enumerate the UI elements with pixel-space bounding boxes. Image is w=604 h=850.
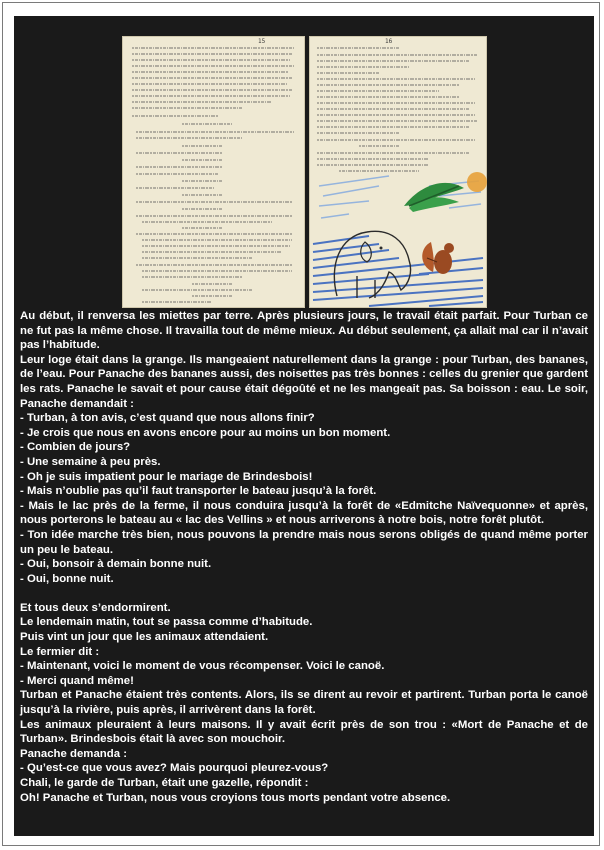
page-frame xyxy=(2,2,600,846)
story-panel xyxy=(14,16,594,836)
blank-line xyxy=(20,586,588,601)
narration-line: Le lendemain matin, tout se passa comme d’habitude. xyxy=(20,616,313,629)
left-page-number: 15 xyxy=(258,38,266,45)
paragraph: Leur loge était dans la grange. Ils mangeaient naturellement dans la grange : pour Turban, des bananes, de l’eau. Pour Panache des bananes aussi, des noisettes pas très bonnes : celles du grenier que gardent les rats. Panache le savait et pour cause était dégoûté et ne les mangeait pas. Sa boisson : eau. Le soir, Panache demandait : xyxy=(20,353,588,410)
dialogue-line: - Oh je suis impatient pour le mariage de Brindesbois! xyxy=(20,470,313,483)
dialogue-line: - Merci quand même! xyxy=(20,674,134,687)
dialogue-line: - Combien de jours? xyxy=(20,441,131,454)
dialogue-line: - Mais le lac près de la ferme, il nous conduira jusqu’à la forêt de «Edmitche Naïvequonne» et après, nous porterons le bateau au « lac des Vellins » et nous arriverons à notre bois, notre forêt plutôt. xyxy=(20,499,588,527)
dialogue-line: Oh! Panache et Turban, nous vous croyions tous morts pendant votre absence. xyxy=(20,791,451,804)
narration-line: Panache demanda : xyxy=(20,747,127,760)
notebook-page-left-photo xyxy=(122,36,305,308)
typewritten-lines-left xyxy=(122,36,305,308)
dialogue-line: - Ton idée marche très bien, nous pouvons la prendre mais nous serons obligés de quand même porter un peu le bateau. xyxy=(20,528,588,556)
dialogue-line: - Qu’est-ce que vous avez? Mais pourquoi pleurez-vous? xyxy=(20,762,329,775)
narration-line: Le fermier dit : xyxy=(20,645,100,658)
notebook-page-right-photo xyxy=(309,36,487,308)
dialogue-line: - Turban, à ton avis, c’est quand que nous allons finir? xyxy=(20,412,315,425)
dialogue-line: - Oui, bonsoir à demain bonne nuit. xyxy=(20,558,212,571)
narration-line: Chali, le garde de Turban, était une gazelle, répondit : xyxy=(20,777,309,789)
paragraph: Les animaux pleuraient à leurs maisons. Il y avait écrit près de son trou : «Mort de Panache et de Turban». Brindesbois était là avec son mouchoir. xyxy=(20,718,588,746)
dialogue-line: - Oui, bonne nuit. xyxy=(20,572,114,585)
dialogue-line: - Je crois que nous en avons encore pour au moins un bon moment. xyxy=(20,426,391,439)
dialogue-line: - Une semaine à peu près. xyxy=(20,455,161,468)
right-page-number: 16 xyxy=(385,38,393,45)
story-text xyxy=(20,309,588,805)
narration-line: Et tous deux s’endormirent. xyxy=(20,601,171,614)
child-drawing xyxy=(309,36,487,308)
dialogue-line: - Mais n’oublie pas qu’il faut transporter le bateau jusqu’à la forêt. xyxy=(20,485,377,498)
paragraph: Au début, il renversa les miettes par terre. Après plusieurs jours, le travail était parfait. Pour Turban ce ne fut pas la même chose. Il travailla tout de même mieux. Au début seulement, ça allait mal car il n’avait pas l’habitude. xyxy=(20,310,588,352)
paragraph: Turban et Panache étaient très contents. Alors, ils se dirent au revoir et partirent. Turban porta le canoë jusqu’à la rivière, puis après, il arrivèrent dans la forêt. xyxy=(20,689,588,717)
narration-line: Puis vint un jour que les animaux attendaient. xyxy=(20,631,269,644)
dialogue-line: - Maintenant, voici le moment de vous récompenser. Voici le canoë. xyxy=(20,660,385,673)
